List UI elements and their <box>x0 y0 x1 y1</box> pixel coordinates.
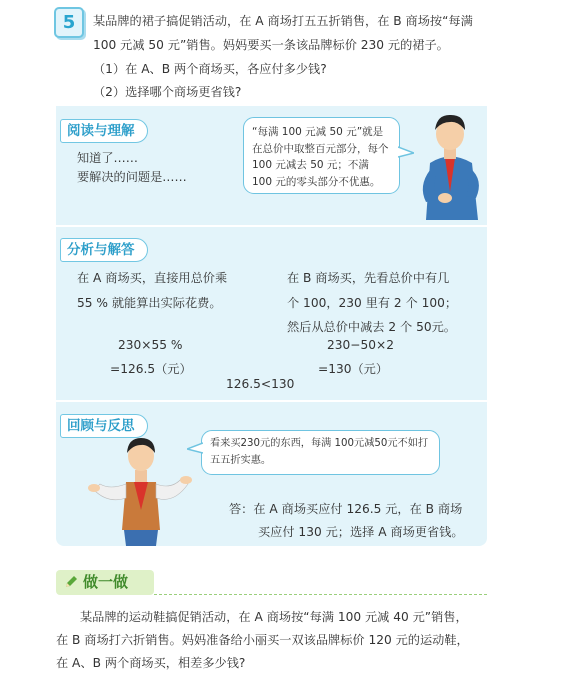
question-2: （2）选择哪个商场更省钱? <box>93 85 242 99</box>
method-a-line1: 在 A 商场买，直接用总价乘 <box>77 271 228 285</box>
problem-text-line2: 100 元减 50 元”销售。妈妈要买一条该品牌标价 230 元的裙子。 <box>93 38 449 52</box>
practice-title: 做一做 <box>83 573 129 591</box>
practice-line1: 某品牌的运动鞋搞促销活动，在 A 商场按“每满 100 元减 40 元”销售， <box>80 610 468 624</box>
answer-line1: 答：在 A 商场买应付 126.5 元，在 B 商场 <box>229 502 463 516</box>
analyze-solve-tag: 分析与解答 <box>60 238 148 262</box>
calc-a-result: =126.5（元） <box>110 362 192 376</box>
known-label: 知道了…… <box>77 151 138 165</box>
read-understand-tag: 阅读与理解 <box>60 119 148 143</box>
problem-number: 5 <box>54 7 84 38</box>
student-illustration <box>88 432 193 546</box>
question-1: （1）在 A、B 两个商场买，各应付多少钱? <box>93 62 327 76</box>
teacher-illustration <box>412 108 487 223</box>
comparison: 126.5<130 <box>226 377 295 391</box>
teacher-speech-bubble: “每满 100 元减 50 元”就是在总价中取整百元部分，每个 100 元减去 50 元；不满 100 元的零头部分不优惠。 <box>243 117 400 194</box>
student-speech-bubble: 看来买230元的东西，每满 100元减50元不如打五五折实惠。 <box>201 430 440 475</box>
pencil-icon <box>64 575 78 589</box>
calc-a-expression: 230×55 % <box>118 338 183 352</box>
practice-line2: 在 B 商场打六折销售。妈妈准备给小丽买一双该品牌标价 120 元的运动鞋， <box>56 633 469 647</box>
practice-dashed-rule <box>154 594 487 595</box>
method-a-line2: 55 % 就能算出实际花费。 <box>77 296 222 310</box>
calc-b-result: =130（元） <box>318 362 389 376</box>
practice-line3: 在 A、B 两个商场买，相差多少钱? <box>56 656 246 670</box>
calc-b-expression: 230−50×2 <box>327 338 394 352</box>
method-b-line2: 个 100，230 里有 2 个 100； <box>287 296 458 310</box>
problem-text-line1: 某品牌的裙子搞促销活动，在 A 商场打五五折销售，在 B 商场按“每满 <box>93 14 473 28</box>
method-b-line3: 然后从总价中减去 2 个 50元。 <box>287 320 456 334</box>
practice-header <box>56 570 154 595</box>
to-solve-label: 要解决的问题是…… <box>77 170 187 184</box>
method-b-line1: 在 B 商场买，先看总价中有几 <box>287 271 450 285</box>
review-reflect-tag: 回顾与反思 <box>60 414 148 438</box>
answer-line2: 买应付 130 元；选择 A 商场更省钱。 <box>258 525 464 539</box>
